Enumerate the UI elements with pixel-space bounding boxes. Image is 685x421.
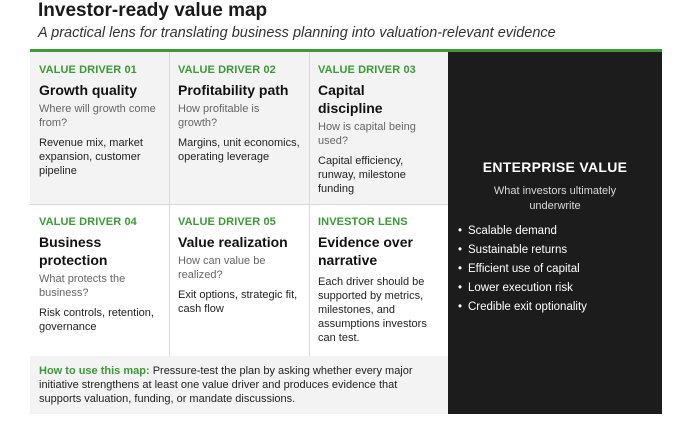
- card-heading: Capital discipline: [318, 82, 383, 116]
- card-question: How is capital being used?: [318, 121, 416, 147]
- card-label: INVESTOR LENS: [318, 216, 408, 228]
- card-heading: Evidence over narrative: [318, 234, 413, 268]
- value-driver-grid: [30, 52, 448, 356]
- card-question: How profitable is growth?: [178, 103, 260, 129]
- card-answer: Revenue mix, market expansion, customer pipeline: [39, 137, 143, 177]
- card-question: How can value be realized?: [178, 255, 266, 281]
- list-item: • Lower execution risk: [458, 279, 658, 298]
- card-answer: Capital efficiency, runway, milestone funding: [318, 155, 406, 195]
- page-title: Investor-ready value map: [38, 0, 268, 21]
- card-question: Where will growth come from?: [39, 103, 156, 129]
- list-item: • Sustainable returns: [458, 241, 658, 260]
- list-item: • Efficient use of capital: [458, 260, 658, 279]
- card-heading: Growth quality: [39, 82, 137, 98]
- how-to-use-label: How to use this map:: [39, 365, 150, 377]
- page-subtitle: A practical lens for translating business planning into valuation-relevant evidence: [38, 25, 556, 41]
- value-driver-card-03: [309, 52, 448, 204]
- value-driver-card-02: [169, 52, 309, 204]
- card-label: VALUE DRIVER 03: [318, 64, 416, 76]
- enterprise-value-list: [458, 222, 658, 317]
- card-label: VALUE DRIVER 05: [178, 216, 276, 228]
- bullet-icon: •: [458, 225, 463, 237]
- card-answer: Exit options, strategic fit, cash flow: [178, 289, 298, 315]
- value-driver-card-01: [30, 52, 169, 204]
- enterprise-value-title: ENTERPRISE VALUE: [482, 159, 628, 175]
- enterprise-value-subtitle: What investors ultimately underwrite: [493, 185, 617, 212]
- card-answer: Margins, unit economics, operating leverage: [178, 137, 300, 163]
- how-to-use-note: [30, 356, 448, 414]
- card-label: VALUE DRIVER 04: [39, 216, 137, 228]
- card-question: What protects the business?: [39, 273, 126, 299]
- card-answer: Risk controls, retention, governance: [39, 307, 154, 333]
- grid-divider: [30, 204, 448, 205]
- card-label: VALUE DRIVER 02: [178, 64, 276, 76]
- bullet-icon: •: [458, 301, 463, 313]
- enterprise-value-panel: [448, 52, 662, 414]
- value-driver-card-05: [169, 204, 309, 356]
- card-heading: Profitability path: [178, 82, 289, 98]
- card-label: VALUE DRIVER 01: [39, 64, 137, 76]
- list-item: • Credible exit optionality: [458, 298, 658, 317]
- card-heading: Business protection: [39, 234, 108, 268]
- value-driver-card-04: [30, 204, 169, 356]
- bullet-icon: •: [458, 282, 463, 294]
- investor-lens-card: [309, 204, 448, 356]
- bullet-icon: •: [458, 244, 463, 256]
- bullet-icon: •: [458, 263, 463, 275]
- card-heading: Value realization: [178, 234, 288, 250]
- how-to-use-text: Pressure-test the plan by asking whether every major initiative strengthens at least one value driver and produces evidence that supports valuation, funding, or mandate discussions.: [39, 365, 413, 405]
- list-item: • Scalable demand: [458, 222, 658, 241]
- card-answer: Each driver should be supported by metrics, milestones, and assumptions investors can test.: [318, 276, 427, 344]
